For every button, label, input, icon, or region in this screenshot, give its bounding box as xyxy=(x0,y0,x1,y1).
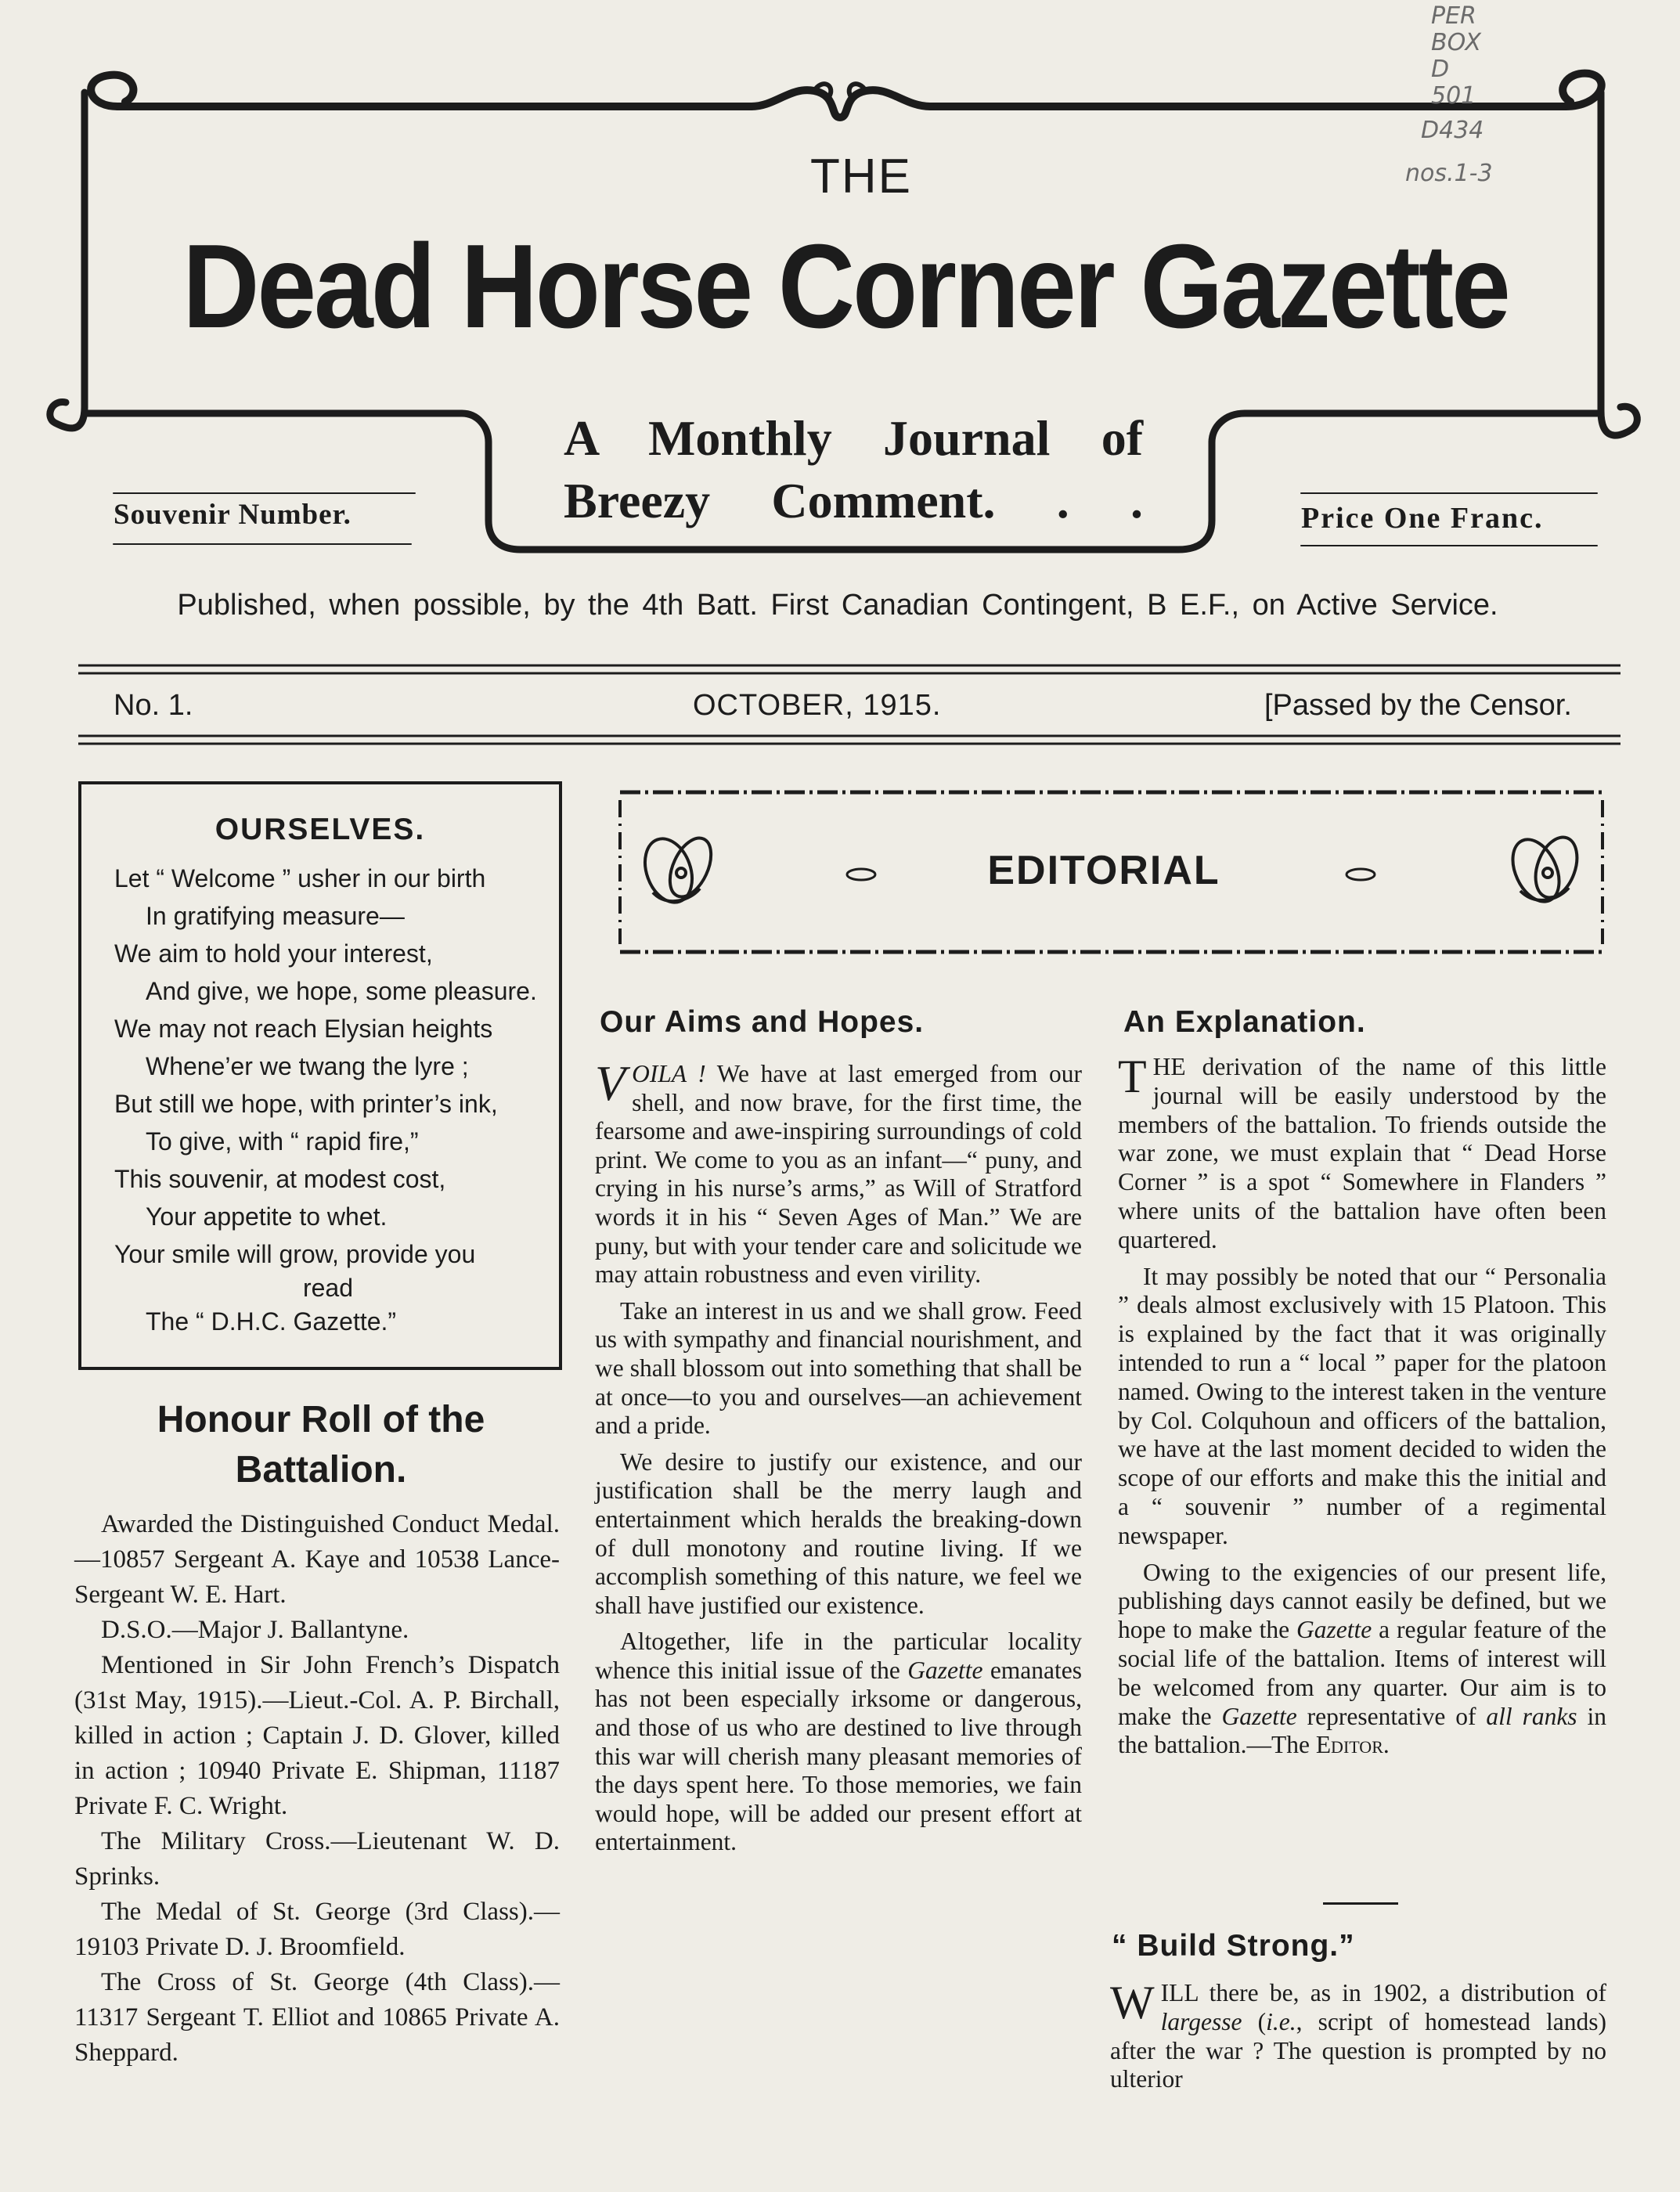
italic-text: Gazette xyxy=(1296,1616,1372,1644)
aims-paragraph xyxy=(595,1628,1082,1857)
honour-roll-body xyxy=(74,1507,560,2071)
honour-paragraph: Mentioned in Sir John French’s Dispatch (31st May, 1915).—Lieut.-Col. A. P. Birchall, killed in action ; Captain J. D. Glover, killed in action ; 10940 Private E. Shipman, 11187 Private F. C. Wright. xyxy=(74,1651,560,1820)
masthead-title: Dead Horse Corner Gazette xyxy=(182,219,1509,353)
honour-paragraph: D.S.O.—Major J. Ballantyne. xyxy=(101,1616,409,1644)
poem-line: To give, with “ rapid fire,” xyxy=(146,1127,419,1155)
italic-text: largesse xyxy=(1160,2007,1242,2035)
poem-line: In gratifying measure— xyxy=(146,902,405,930)
handwritten-line: PER xyxy=(1431,2,1476,30)
aims-text: emanates has not been especially irksome or dangerous, and those of us who are destined to live through this war will cherish many pleasant memories of the days spent here. To those memories, we fain would hope, will be added our present effort at entertainment. xyxy=(595,1656,1083,1856)
build-text: ( xyxy=(1242,2007,1267,2035)
explanation-paragraph xyxy=(1118,1053,1606,1255)
explanation-text: Owing to the exigencies of our present life, publishing days cannot easily be defined, but we hope to make the xyxy=(1118,1558,1606,1644)
explanation-text: a regular feature of the social life of the battalion. Items of interest will be welcomed from any quarter. Our aim is to make the xyxy=(1118,1616,1607,1730)
drop-cap: W xyxy=(1110,1977,1155,2028)
italic-text: all ranks xyxy=(1486,1702,1577,1730)
poem-line: This souvenir, at modest cost, xyxy=(114,1165,446,1193)
honour-paragraph: The Medal of St. George (3rd Class).—19103 Private D. J. Broomfield. xyxy=(74,1898,560,1961)
italic-text: OILA ! xyxy=(632,1060,706,1087)
issue-date: OCTOBER, 1915. xyxy=(693,689,942,722)
explanation-text: in the battalion.—The xyxy=(1118,1702,1606,1759)
aims-paragraph xyxy=(595,1055,1082,1289)
handwritten-code: D434 xyxy=(1421,117,1484,144)
honour-roll-title xyxy=(94,1395,548,1495)
floral-ornament-icon xyxy=(1504,831,1585,909)
honour-title-line: Battalion. xyxy=(235,1449,407,1491)
poem-line: And give, we hope, some pleasure. xyxy=(146,977,537,1005)
poem-title: OURSELVES. xyxy=(215,813,426,846)
subtitle-line: A Monthly Journal of xyxy=(564,410,1143,466)
aims-body xyxy=(595,1055,1083,1865)
aims-paragraph: We desire to justify our existence, and our justification shall be the merry laugh and entertainment which heralds the breaking-down of dull monotony and routine living. If we accomplish something of this nature, we feel we shall have justified our existence. xyxy=(595,1448,1082,1619)
issue-number: No. 1. xyxy=(114,689,193,722)
explanation-paragraph: It may possibly be noted that our “ Personalia ” deals almost exclusively with 15 Platoon. This is explained by the fact that it was originally intended to run a “ local ” paper for the platoon named. Owing to the interest taken in the venture by Col. Colquhoun and officers of the battalion, we have at the last moment decided to widen the scope of our efforts and make this the initial and a “ souvenir ” number of a regimental newspaper. xyxy=(1118,1262,1606,1549)
poem-line: read xyxy=(302,1274,354,1302)
poem-line: Let “ Welcome ” usher in our birth xyxy=(114,864,486,892)
explanation-text: representative of xyxy=(1296,1702,1487,1730)
aims-text: We have at last emerged from our shell, and now brave, for the first time, the fearsome and awe-inspiring surroundings of cold print. We come to you as an infant—“ puny, and crying in his nurse’s arms,” as Will of Stratford words it in his “ Seven Ages of Man.” We are puny, but with your tender care and solicitude we may attain robustness and even virility. xyxy=(595,1060,1082,1289)
explanation-heading: An Explanation. xyxy=(1123,1005,1366,1039)
build-strong-heading: “ Build Strong.” xyxy=(1112,1929,1355,1963)
souvenir-label: Souvenir Number. xyxy=(114,499,352,531)
poem-line: Your appetite to whet. xyxy=(146,1202,388,1231)
censor-note: [Passed by the Censor. xyxy=(1264,689,1572,722)
handwritten-issues: nos.1-3 xyxy=(1405,160,1493,187)
honour-title-line: Honour Roll of the xyxy=(157,1399,485,1440)
build-paragraph xyxy=(1110,1979,1606,2094)
editorial-label: EDITORIAL xyxy=(987,848,1220,893)
italic-text: Gazette xyxy=(907,1656,983,1684)
handwritten-note xyxy=(1431,3,1517,110)
masthead-the: THE xyxy=(810,150,912,204)
floral-ornament-icon xyxy=(636,831,719,909)
aims-heading: Our Aims and Hopes. xyxy=(600,1005,925,1039)
poem-line: But still we hope, with printer’s ink, xyxy=(114,1090,498,1118)
poem-line: Your smile will grow, provide you xyxy=(114,1240,476,1268)
poem-body xyxy=(114,860,542,1340)
honour-paragraph: The Cross of St. George (4th Class).—11317 Sergeant T. Elliot and 10865 Private A. Sheppard. xyxy=(74,1968,560,2067)
publisher-line: Published, when possible, by the 4th Batt. First Canadian Contingent, B E.F., on Active Service. xyxy=(177,589,1498,622)
aims-paragraph: Take an interest in us and we shall grow. Feed us with sympathy and financial nourishment, and we shall blossom out into something that shall be at once—to you and ourselves—an achievement and a pride. xyxy=(595,1296,1082,1440)
italic-text: Gazette xyxy=(1221,1702,1297,1730)
drop-cap: V xyxy=(595,1055,626,1111)
section-divider xyxy=(1323,1902,1398,1905)
handwritten-line: 501 xyxy=(1431,82,1476,110)
explanation-text: HE derivation of the name of this little journal will be easily understood by the members of the battalion. To friends outside the war zone, we must explain that “ Dead Horse Corner ” is a spot “ Somewhere in Flanders ” where units of the battalion have often been quartered. xyxy=(1118,1053,1606,1253)
build-text: ILL there be, as in 1902, a distribution of xyxy=(1160,1979,1606,2006)
italic-text: i.e. xyxy=(1266,2007,1296,2035)
honour-paragraph: Awarded the Distinguished Conduct Medal.—10857 Sergeant A. Kaye and 10538 Lance-Sergeant W. E. Hart. xyxy=(74,1510,560,1609)
honour-paragraph: The Military Cross.—Lieutenant W. D. Sprinks. xyxy=(74,1827,560,1891)
subtitle-line: Breezy Comment. . . xyxy=(564,473,1143,528)
masthead-subtitle xyxy=(564,407,1143,532)
handwritten-line: BOX xyxy=(1431,29,1481,56)
explanation-body xyxy=(1118,1053,1606,1768)
poem-line: We may not reach Elysian heights xyxy=(114,1015,493,1043)
build-strong-body xyxy=(1110,1979,1606,2102)
build-text: , script of homestead lands) after the war ? The question is prompted by no ulterior xyxy=(1110,2007,1606,2093)
price-label: Price One Franc. xyxy=(1301,502,1544,535)
poem-line: We aim to hold your interest, xyxy=(114,939,433,968)
explanation-paragraph xyxy=(1118,1559,1606,1761)
aims-text: Altogether, life in the particular locality whence this initial issue of the xyxy=(595,1628,1082,1684)
handwritten-line: D xyxy=(1431,56,1450,83)
poem-line: The “ D.H.C. Gazette.” xyxy=(146,1307,397,1336)
poem-line: Whene’er we twang the lyre ; xyxy=(146,1052,469,1080)
drop-cap: T xyxy=(1118,1051,1147,1102)
editor-signature: Editor. xyxy=(1315,1731,1390,1759)
